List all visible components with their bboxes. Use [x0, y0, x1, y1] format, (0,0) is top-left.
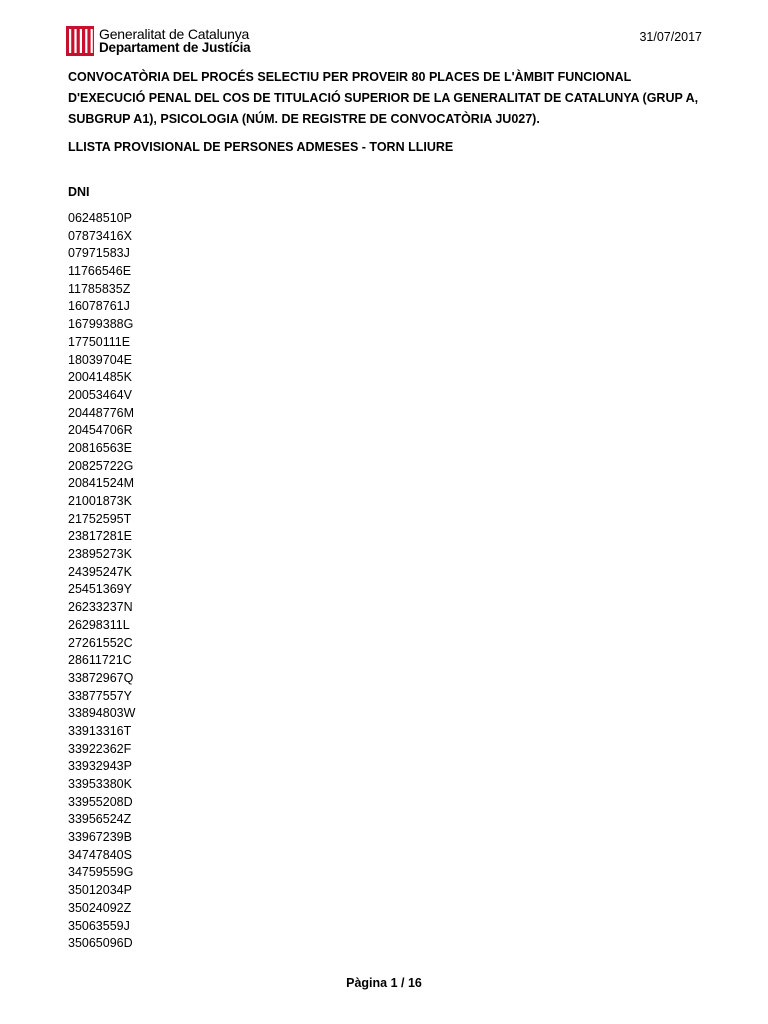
dni-list-item: 34747840S: [68, 847, 132, 862]
document-title: CONVOCATÒRIA DEL PROCÉS SELECTIU PER PROVEIR 80 PLACES DE L'ÀMBIT FUNCIONAL D'EXECUCIÓ PENAL DEL COS DE TITULACIÓ SUPERIOR DE LA GENERALITAT DE CATALUNYA (GRUP A, SUBGRUP A1), PSICOLOGIA (NÚM. DE REGISTRE DE CONVOCATÒRIA JU027).: [68, 70, 699, 126]
dni-list-item: 20841524M: [68, 476, 135, 491]
generalitat-logo: [66, 26, 250, 56]
document-subtitle: LLISTA PROVISIONAL DE PERSONES ADMESES - TORN LLIURE: [68, 140, 454, 154]
dni-list-item: 21001873K: [68, 494, 132, 508]
dni-list-item: 33967239B: [68, 830, 132, 845]
dni-list-item: 07873416X: [68, 228, 132, 243]
dni-list-item: 16078761J: [68, 299, 130, 314]
senyera-bars-icon: [66, 26, 94, 56]
dni-list-item: 23817281E: [68, 529, 132, 544]
page-number: Pàgina 1 / 16: [346, 976, 422, 990]
dni-list-item: 33894803W: [68, 706, 136, 721]
dni-list-item: 34759559G: [68, 865, 134, 880]
dni-list-item: 17750111E: [68, 334, 131, 349]
dni-list-item: 33956524Z: [68, 812, 132, 827]
dni-list-item: 33872967Q: [68, 670, 134, 685]
dni-list-item: 20053464V: [68, 387, 132, 402]
dni-list-item: 18039704E: [68, 352, 132, 367]
dni-list-item: 06248510P: [68, 211, 132, 225]
dni-list-item: 35063559J: [68, 918, 130, 933]
dni-list-item: 33922362F: [68, 741, 132, 756]
dni-list-item: 07971583J: [68, 246, 130, 261]
dni-list-item: 25451369Y: [68, 582, 132, 597]
dni-list-item: 33955208D: [68, 794, 133, 809]
dni-column-header: DNI: [68, 185, 90, 199]
dni-list-item: 21752595T: [68, 511, 132, 526]
page-header: [66, 26, 702, 58]
dni-list-item: 28611721C: [68, 653, 132, 668]
dni-list-item: 33877557Y: [68, 688, 132, 703]
dni-list-item: 20454706R: [68, 423, 133, 438]
dni-list-item: 35024092Z: [68, 900, 132, 915]
dni-list-item: 16799388G: [68, 317, 134, 332]
dni-list-item: 26298311L: [68, 617, 130, 632]
dni-list-item: 20448776M: [68, 405, 135, 420]
dni-list-item: 20041485K: [68, 370, 132, 385]
dni-list-item: 33932943P: [68, 759, 132, 774]
dni-list-item: 33913316T: [68, 723, 132, 738]
dni-list-item: 35065096D: [68, 936, 133, 951]
dni-list-item: 26233237N: [68, 600, 133, 615]
dni-list-item: 24395247K: [68, 564, 132, 579]
logo-generalitat-name: Generalitat de Catalunya: [99, 26, 250, 42]
dni-list-item: 27261552C: [68, 635, 133, 650]
dni-list: [68, 210, 135, 953]
logo-department-name: Departament de Justícia: [99, 40, 251, 55]
dni-list-item: 20825722G: [68, 458, 134, 473]
dni-list-item: 11785835Z: [68, 281, 131, 296]
dni-list-item: 35012034P: [68, 883, 132, 898]
dni-list-item: 33953380K: [68, 777, 132, 791]
document-date: 31/07/2017: [639, 30, 702, 44]
logo-text: [99, 27, 250, 55]
dni-list-item: 11766546E: [68, 264, 132, 279]
dni-list-item: 23895273K: [68, 547, 132, 562]
dni-list-item: 20816563E: [68, 440, 132, 455]
